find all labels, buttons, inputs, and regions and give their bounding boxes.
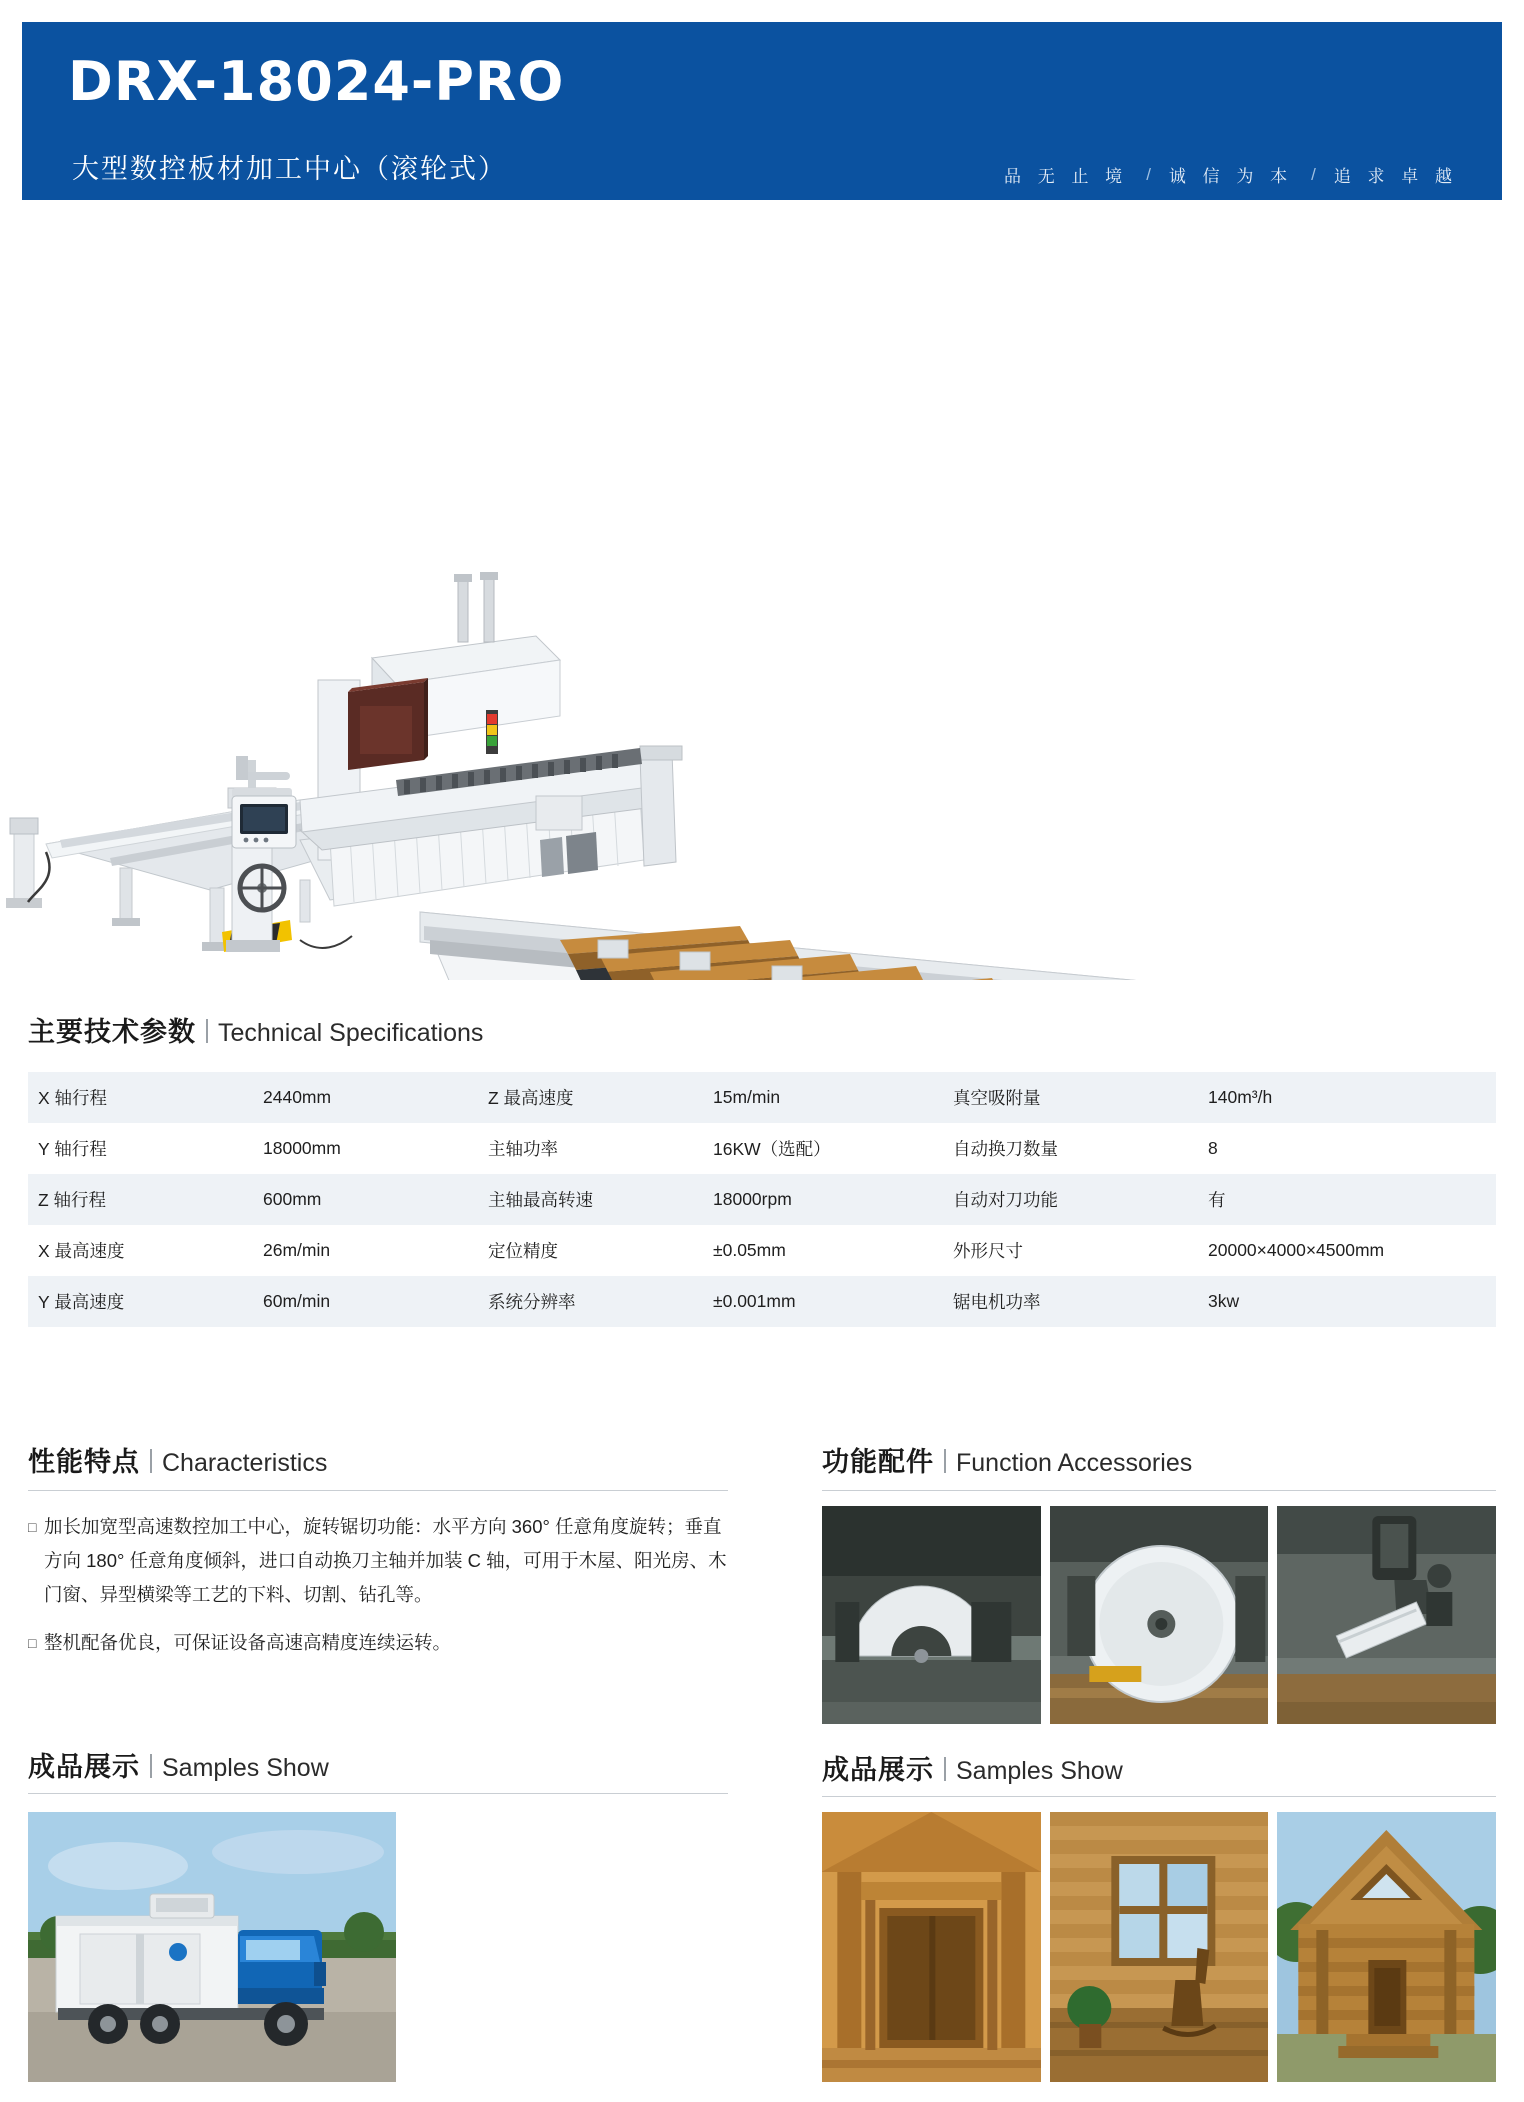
page-title: DRX-18024-PRO bbox=[68, 50, 565, 113]
specifications-table bbox=[28, 1072, 1496, 1327]
spec-label: 自动对刀功能 bbox=[953, 1190, 1058, 1210]
characteristics-text: 整机配备优良，可保证设备高速高精度连续运转。 bbox=[44, 1632, 452, 1653]
table-row bbox=[28, 1072, 1496, 1123]
characteristics-list bbox=[28, 1510, 734, 1674]
wood-interior-illustration bbox=[1050, 1812, 1269, 2082]
samples-left-heading-en: Samples Show bbox=[162, 1754, 329, 1782]
page-subtitle: 大型数控板材加工中心（滚轮式） bbox=[72, 154, 507, 184]
sample-photo-wood-entry bbox=[822, 1812, 1041, 2082]
spindle-head-illustration bbox=[1277, 1506, 1496, 1724]
bullet-icon: □ bbox=[28, 1519, 37, 1535]
spec-label: Y 最高速度 bbox=[38, 1292, 125, 1312]
function-accessories-heading-cn: 功能配件 bbox=[822, 1447, 934, 1477]
samples-right-heading-cn: 成品展示 bbox=[822, 1755, 934, 1785]
table-row bbox=[28, 1123, 1496, 1174]
samples-right-gallery bbox=[822, 1812, 1496, 2082]
bullet-icon: □ bbox=[28, 1635, 37, 1651]
accessory-photo-2 bbox=[1050, 1506, 1269, 1724]
heading-divider bbox=[206, 1019, 208, 1043]
spec-value: 18000rpm bbox=[713, 1189, 792, 1209]
spec-label: 外形尺寸 bbox=[953, 1241, 1023, 1261]
characteristics-text: 加长加宽型高速数控加工中心，旋转锯切功能：水平方向 360° 任意角度旋转；垂直方向 180° 任意角度倾斜，进口自动换刀主轴并加装 C 轴，可用于木屋、阳光房、木门窗、异型横梁等工艺的下料、切割、钻孔等。 bbox=[44, 1516, 727, 1605]
samples-right-rule bbox=[822, 1796, 1496, 1797]
spec-value: 20000×4000×4500mm bbox=[1208, 1240, 1385, 1260]
characteristics-heading bbox=[28, 1440, 327, 1479]
accessory-photo-1 bbox=[822, 1506, 1041, 1724]
spec-value: 15m/min bbox=[713, 1087, 781, 1107]
heading-divider bbox=[150, 1754, 152, 1778]
spec-value: 60m/min bbox=[263, 1291, 331, 1311]
page-header bbox=[22, 22, 1502, 200]
samples-right-heading-en: Samples Show bbox=[956, 1757, 1123, 1785]
hero-product-image bbox=[0, 240, 1524, 980]
spec-value: 有 bbox=[1208, 1190, 1226, 1210]
spec-value: 140m³/h bbox=[1208, 1087, 1273, 1107]
characteristics-heading-cn: 性能特点 bbox=[28, 1447, 140, 1477]
saw-blade-side-illustration bbox=[822, 1506, 1041, 1724]
spec-label: X 最高速度 bbox=[38, 1241, 125, 1261]
header-slogan bbox=[1004, 162, 1458, 187]
spec-value: 3kw bbox=[1208, 1291, 1240, 1311]
spec-label: 锯电机功率 bbox=[953, 1292, 1041, 1312]
heading-divider bbox=[944, 1449, 946, 1473]
spec-value: 18000mm bbox=[263, 1138, 341, 1158]
list-item bbox=[28, 1510, 734, 1612]
spec-value: 2440mm bbox=[263, 1087, 332, 1107]
slogan-separator-1: / bbox=[1146, 164, 1151, 184]
spec-value: 8 bbox=[1208, 1138, 1218, 1158]
function-accessories-heading bbox=[822, 1440, 1192, 1479]
saw-blade-front-illustration bbox=[1050, 1506, 1269, 1724]
function-accessories-gallery bbox=[822, 1506, 1496, 1724]
list-item bbox=[28, 1626, 734, 1660]
function-accessories-heading-en: Function Accessories bbox=[956, 1449, 1193, 1477]
spec-label: Z 轴行程 bbox=[38, 1190, 107, 1210]
samples-left-rule bbox=[28, 1793, 728, 1794]
table-row bbox=[28, 1276, 1496, 1327]
specs-heading-en: Technical Specifications bbox=[218, 1019, 484, 1047]
sample-photo-truck bbox=[28, 1812, 396, 2082]
spec-value: 26m/min bbox=[263, 1240, 331, 1260]
spec-value: ±0.001mm bbox=[713, 1291, 796, 1311]
wood-cabin-exterior-illustration bbox=[1277, 1812, 1496, 2082]
slogan-separator-2: / bbox=[1311, 164, 1316, 184]
spec-value: ±0.05mm bbox=[713, 1240, 786, 1260]
spec-label: 定位精度 bbox=[488, 1241, 558, 1261]
sample-photo-wood-interior bbox=[1050, 1812, 1269, 2082]
characteristics-rule bbox=[28, 1490, 728, 1491]
spec-label: Z 最高速度 bbox=[488, 1088, 574, 1108]
slogan-item-1: 品 无 止 境 bbox=[1004, 167, 1129, 186]
heading-divider bbox=[150, 1449, 152, 1473]
spec-label: 主轴功率 bbox=[488, 1139, 558, 1159]
spec-label: 主轴最高转速 bbox=[488, 1190, 593, 1210]
spec-label: 真空吸附量 bbox=[953, 1088, 1041, 1108]
sample-photo-wood-cabin bbox=[1277, 1812, 1496, 2082]
samples-left-heading bbox=[28, 1745, 329, 1784]
table-row bbox=[28, 1174, 1496, 1225]
heading-divider bbox=[944, 1757, 946, 1781]
specs-heading bbox=[28, 1010, 483, 1049]
machine-illustration bbox=[0, 240, 1524, 980]
characteristics-heading-en: Characteristics bbox=[162, 1449, 328, 1477]
slogan-item-2: 诚 信 为 本 bbox=[1168, 167, 1294, 186]
spec-value: 600mm bbox=[263, 1189, 322, 1209]
samples-right-heading bbox=[822, 1748, 1123, 1787]
wood-entry-illustration bbox=[822, 1812, 1041, 2082]
slogan-item-3: 追 求 卓 越 bbox=[1333, 167, 1458, 186]
spec-label: Y 轴行程 bbox=[38, 1139, 107, 1159]
spec-label: 自动换刀数量 bbox=[953, 1139, 1058, 1159]
samples-left-heading-cn: 成品展示 bbox=[28, 1752, 140, 1782]
function-accessories-rule bbox=[822, 1490, 1496, 1491]
spec-value: 16KW（选配） bbox=[713, 1139, 831, 1159]
spec-label: 系统分辨率 bbox=[488, 1292, 576, 1312]
table-row bbox=[28, 1225, 1496, 1276]
refrigerated-truck-illustration bbox=[28, 1812, 396, 2082]
spec-label: X 轴行程 bbox=[38, 1088, 108, 1108]
specs-heading-cn: 主要技术参数 bbox=[28, 1017, 196, 1047]
accessory-photo-3 bbox=[1277, 1506, 1496, 1724]
